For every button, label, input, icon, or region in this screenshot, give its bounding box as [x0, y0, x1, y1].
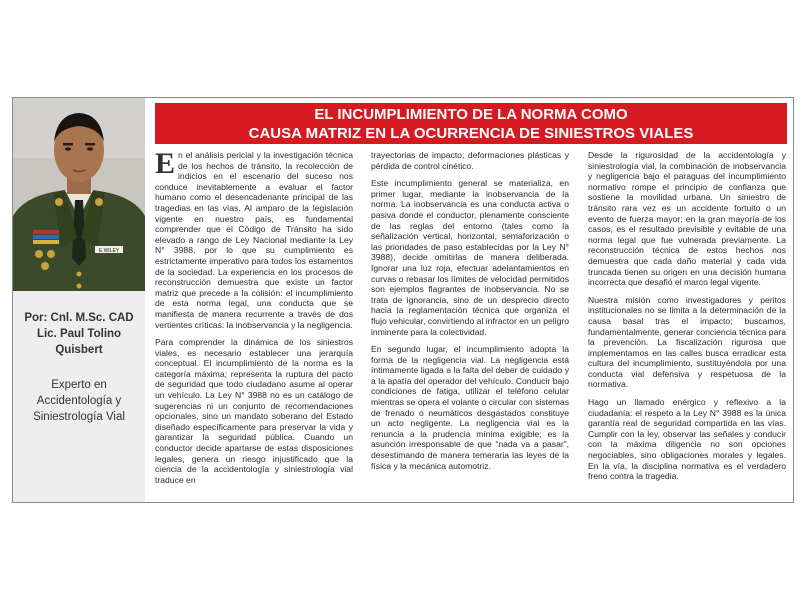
paragraph: Desde la rigurosidad de la accidentología y siniestrología vial, la combinación de inobservancia y negligencia bajo el paraguas del incumplimiento normativo rompe el principio de confianza que sostiene la movilidad urbana. Un siniestro de tránsito rara vez es un accidente fortuito o un evento de fuerza mayor; en la gran mayoría de los casos, es el resultado previsible y evitable de una norma legal que fue vulnerada previamente. La reconstrucción técnica de estos hechos nos demuestra que cada daño material y cada vida truncada tienen su origen en una decisión humana incorrecta que desafió el marco legal vigente.: [588, 150, 786, 288]
author-role-line-1: Experto en: [51, 379, 107, 391]
paragraph: Hago un llamado enérgico y reflexivo a la ciudadanía: el respeto a la Ley N° 3988 es la única garantía real de seguridad compartida en las vías. Cumplir con la ley, observar las señales y conducir con la máxima diligencia no son opciones negociables, sino obligaciones morales y legales. En la vía, la disciplina normativa es el verdadero freno contra la tragedia.: [588, 397, 786, 482]
name-badge-text: E.WILEY: [98, 248, 120, 254]
paragraph: [155, 147, 353, 330]
author-line-1: Por: Cnl. M.Sc. CAD: [24, 312, 134, 324]
author-photo: [13, 98, 145, 291]
author-role-line-2: Accidentología y: [36, 395, 122, 407]
author-sidebar: [13, 98, 145, 502]
paragraph: Este incumplimiento general se materializa, en primer lugar, mediante la inobservancia de la norma. La inobservancia es una conducta activa o pasiva donde el conductor, plenamente consciente de las reglas del entorno (tales como la señalización vertical, horizontal, semaforización o las prioridades de paso establecidas por la Ley N° 3988), decide omitirlas de manera deliberada. Ignorar una luz roja, efectuar adelantamientos en curvas o rebasar los límites de velocidad permitidos son ejemplos flagrantes de inobservancia. No se trata de ignorancia, sino de un desprecio directo hacia la reglamentación técnica que organiza el flujo vehicular, convirtiendo al infractor en un peligro inminente para la colectividad.: [371, 178, 569, 337]
article-title-line-2: CAUSA MATRIZ EN LA OCURRENCIA DE SINIESTROS VIALES: [248, 125, 694, 142]
author-line-2: Lic. Paul Tolino: [36, 328, 122, 340]
paragraph-text: n el análisis pericial y la investigación técnica de los hechos de tránsito, la recolección de indicios en el escenario del suceso nos conduce inevitablemente a evaluar el factor humano como el desencadenante principal de las tragedias en las vías. Al amparo de la legislación vigente en nuestro país, es fundamental comprender que el Código de Tránsito ha sido elevado a rango de Ley Nacional mediante la Ley N° 3988, por lo que su cumplimiento es estrictamente imperativo para todos los estamentos de la sociedad. La experiencia en los procesos de reconstrucción demuestra que existe un factor matriz que precede a la colisión: el incumplimiento de esta norma legal, una conducta que se manifiesta de manera recurrente a través de dos vertientes críticas: la inobservancia y la negligencia.: [155, 150, 353, 330]
article-title-line-1: EL INCUMPLIMIENTO DE LA NORMA COMO: [314, 106, 628, 123]
author-role: [15, 377, 143, 425]
paragraph: En segundo lugar, el incumplimiento adopta la forma de la negligencia vial. La negligencia está íntimamente ligada a la falta del deber de cuidado y a la apatía del operador del vehículo. Conducir bajo condiciones de fatiga, utilizar el teléfono celular mientras se opera el volante o circular con sistemas de frenado o neumáticos desgastados constituye un acto negligente. La negligencia vial es la renuncia a la prudencia mínima exigible; es la asunción irresponsable de que “nada va a pasar”, desestimando de manera temeraria las leyes de la física y la mecánica automotriz.: [371, 344, 569, 471]
article-column-1: [155, 147, 353, 492]
article-column-2: [371, 150, 569, 478]
author-byline: [15, 310, 143, 358]
author-line-3: Quisbert: [55, 344, 103, 356]
paragraph: Nuestra misión como investigadores y peritos institucionales no se limita a la determinación de la causa basal tras el impacto; buscamos, fundamentalmente, generar conciencia técnica para la prevención. La fiscalización rigurosa que implementamos en las calles busca erradicar esta cultura del incumplimiento, sustituyéndola por una conducta vial defensiva y respetuosa de la normativa.: [588, 294, 786, 390]
paragraph: trayectorias de impacto, deformaciones plásticas y pérdida de control cinético.: [371, 150, 569, 171]
drop-cap: E: [155, 147, 176, 180]
author-role-line-3: Siniestrología Vial: [33, 411, 125, 423]
article-column-3: [588, 150, 786, 489]
article-title-banner: [155, 103, 787, 144]
newspaper-page: [12, 97, 794, 503]
paragraph: Para comprender la dinámica de los siniestros viales, es necesario establecer una jerarquía conceptual. El incumplimiento de la norma es la categoría máxima; representa la ruptura del pacto de seguridad que todo ciudadano asume al operar un vehículo. La Ley N° 3988 no es un catálogo de sugerencias ni un conjunto de recomendaciones opcionales, sino un mandato soberano del Estado diseñado específicamente para preservar la vida y garantizar la seguridad pública. Cuando un conductor decide apartarse de estas disposiciones legales, genera un riesgo injustificado que la ciencia de la accidentología y siniestrología vial traduce en: [155, 337, 353, 485]
